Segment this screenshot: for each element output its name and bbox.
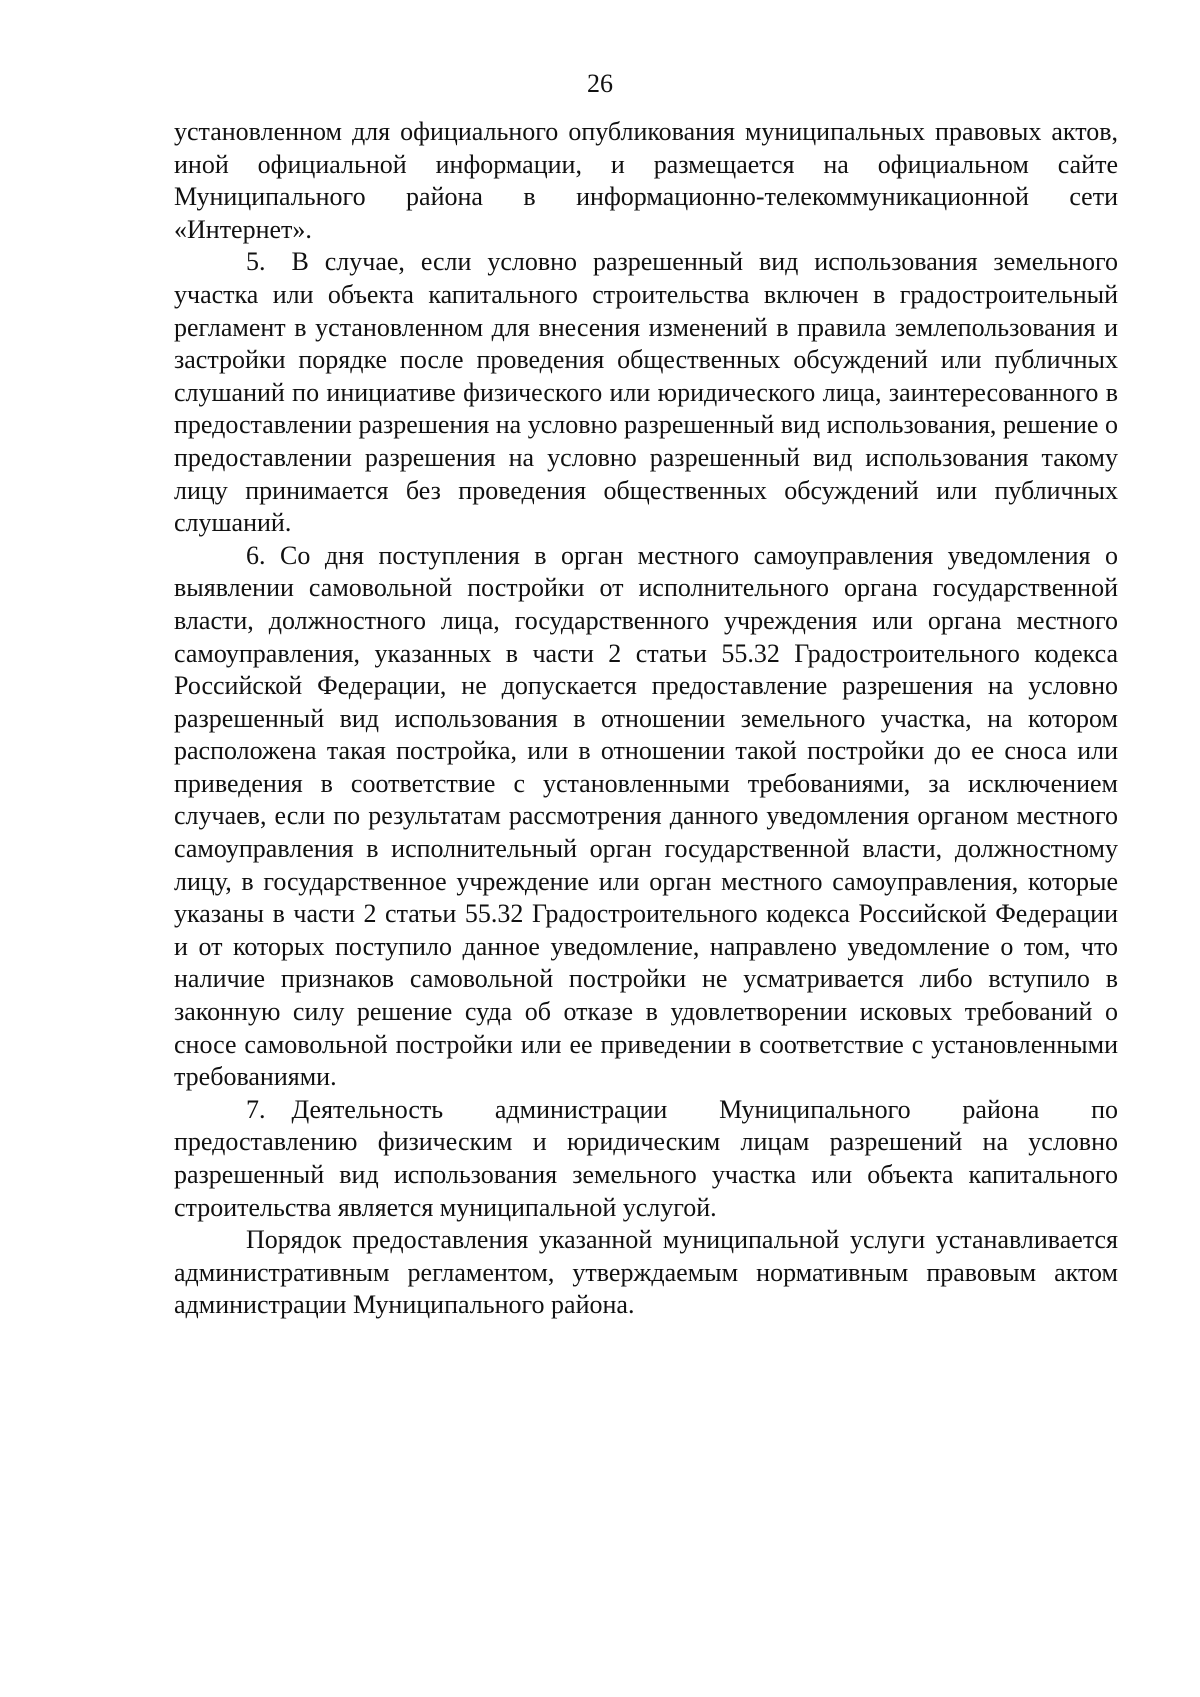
paragraph-item-7: 7. Деятельность администрации Муниципального района по предоставлению физическим и юридическим лицам разрешений на условно разрешенный вид использования земельного участка или объекта капитального строительства является муниципальной услугой.: [174, 1094, 1118, 1222]
page-number: 26: [587, 69, 613, 98]
paragraph-continuation: установленном для официального опубликования муниципальных правовых актов, иной официальной информации, и размещается на официальном сайте Муниципального района в информационно-телекоммуникационной сети «Интернет».: [174, 117, 1118, 244]
paragraph-item-5: 5. В случае, если условно разрешенный вид использования земельного участка или объекта капитального строительства включен в градостроительный регламент в установленном для внесения изменений в правила землепользования и застройки порядке после проведения общественных обсуждений или публичных слушаний по инициативе физического или юридического лица, заинтересованного в предоставлении разрешения на условно разрешенный вид использования, решение о предоставлении разрешения на условно разрешенный вид использования такому лицу принимается без проведения общественных обсуждений или публичных слушаний.: [174, 247, 1118, 538]
document-body: [174, 116, 1118, 1322]
paragraph-item-6: 6. Со дня поступления в орган местного самоуправления уведомления о выявлении самовольной постройки от исполнительного органа государственной власти, должностного лица, государственного учреждения или органа местного самоуправления, указанных в части 2 статьи 55.32 Градостроительного кодекса Российской Федерации, не допускается предоставление разрешения на условно разрешенный вид использования в отношении земельного участка, на котором расположена такая постройка, или в отношении такой постройки до ее сноса или приведения в соответствие с установленными требованиями, за исключением случаев, если по результатам рассмотрения данного уведомления органом местного самоуправления в исполнительный орган государственной власти, должностному лицу, в государственное учреждение или орган местного самоуправления, которые указаны в части 2 статьи 55.32 Градостроительного кодекса Российской Федерации и от которых поступило данное уведомление, направлено уведомление о том, что наличие признаков самовольной постройки не усматривается либо вступило в законную силу решение суда об отказе в удовлетворении исковых требований о сносе самовольной постройки или ее приведении в соответствие с установленными требованиями.: [174, 540, 1118, 1092]
paragraph-procedure: Порядок предоставления указанной муниципальной услуги устанавливается административным регламентом, утверждаемым нормативным правовым актом администрации Муниципального района.: [174, 1225, 1118, 1320]
